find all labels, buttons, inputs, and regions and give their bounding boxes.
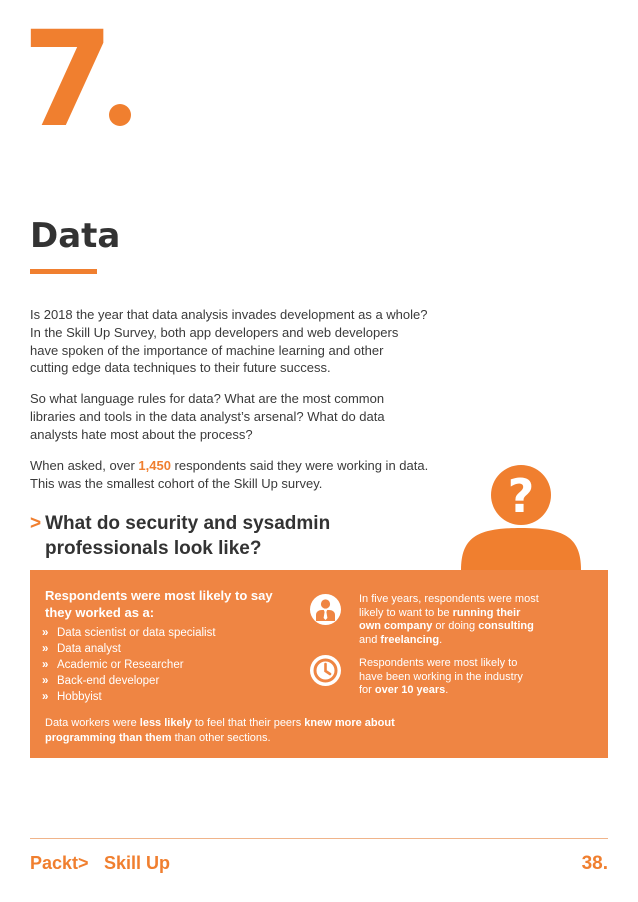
text-span: likely to want to be [359, 606, 453, 619]
question-heading [30, 511, 390, 561]
intro-line: analysts hate most about the process? [30, 426, 253, 442]
list-item [42, 625, 216, 641]
panel-heading-line: Respondents were most likely to say [45, 588, 273, 603]
panel-heading-line: they worked as a: [45, 605, 155, 620]
data-workers-panel [30, 570, 608, 758]
role-label: Hobbyist [57, 691, 102, 703]
note-line [45, 716, 485, 731]
stat-line [359, 634, 559, 648]
text-span: respondents said they were working in data. [170, 458, 429, 473]
stat-experience [359, 657, 559, 698]
intro-line: Is 2018 the year that data analysis invades development as a whole? [30, 307, 428, 322]
question-line-1: What do security and sysadmin [45, 513, 331, 534]
section-title: Data [30, 216, 121, 256]
text-span: . [445, 684, 449, 696]
list-item [42, 657, 216, 673]
note-line [45, 731, 485, 746]
bullet-glyph: » [42, 643, 49, 655]
bullet-glyph: » [42, 691, 49, 703]
intro-line: have spoken of the importance of machine learning and other [30, 342, 384, 358]
text-emphasis: less likely [139, 717, 192, 729]
role-label: Data scientist or data specialist [57, 627, 216, 639]
text-emphasis: over 10 years [374, 684, 446, 696]
bullet-glyph: » [42, 659, 49, 671]
text-span: to feel that their peers [191, 717, 305, 729]
question-marker: > [30, 513, 42, 534]
list-item [42, 673, 216, 689]
intro-line [30, 457, 470, 475]
intro-paragraph-1 [30, 306, 470, 377]
text-emphasis: knew more about [304, 717, 395, 729]
bullet-glyph: » [42, 627, 49, 639]
list-item [42, 689, 216, 705]
bullet-glyph: » [42, 675, 49, 687]
skillup-logo: Skill Up [104, 853, 171, 873]
stat-line [359, 607, 559, 621]
person-question-icon [457, 462, 585, 570]
chapter-number-dot [109, 104, 131, 126]
panel-heading [45, 587, 295, 621]
intro-line: libraries and tools in the data analyst’s arsenal? What do data [30, 408, 385, 424]
text-span: or doing [432, 620, 479, 632]
text-emphasis: own company [359, 620, 433, 632]
text-span: When asked, over [30, 458, 139, 473]
stat-future-plans [359, 593, 559, 647]
stat-line: In five years, respondents were most [359, 593, 539, 605]
title-underline [30, 269, 97, 274]
text-span: and [359, 633, 381, 646]
text-emphasis: freelancing [380, 633, 440, 646]
intro-line: cutting edge data techniques to their future success. [30, 360, 331, 376]
intro-line: This was the smallest cohort of the Skill Up survey. [30, 475, 323, 491]
question-mark-glyph: ? [507, 469, 535, 523]
question-line-2: professionals look like? [45, 538, 262, 559]
text-span: . [439, 633, 443, 646]
intro-paragraph-2 [30, 390, 470, 443]
role-list [42, 625, 216, 705]
text-emphasis: programming than them [45, 731, 172, 744]
stat-line [359, 684, 559, 698]
text-span: Data workers were [45, 717, 140, 729]
clock-icon [310, 655, 341, 686]
text-emphasis: running their [452, 606, 521, 619]
footer-divider [30, 838, 608, 839]
stat-line: Respondents were most likely to [359, 657, 518, 669]
intro-line: So what language rules for data? What are the most common [30, 391, 385, 406]
role-label: Back-end developer [57, 675, 160, 687]
panel-footer-note [45, 716, 485, 745]
list-item [42, 641, 216, 657]
page-number: 38. [581, 853, 608, 874]
role-label: Data analyst [57, 643, 121, 655]
chapter-number: 7 [22, 3, 108, 157]
stat-line: have been working in the industry [359, 670, 523, 683]
stat-line [359, 620, 559, 634]
packt-logo: Packt> [30, 853, 89, 873]
respondent-count: 1,450 [138, 458, 171, 473]
role-label: Academic or Researcher [57, 659, 184, 671]
intro-line: In the Skill Up Survey, both app developers and web developers [30, 324, 399, 340]
text-emphasis: consulting [478, 620, 534, 632]
intro-paragraph-3 [30, 457, 470, 493]
businessman-icon [310, 594, 341, 625]
text-span: than other sections. [171, 731, 271, 744]
text-span: for [359, 684, 375, 696]
